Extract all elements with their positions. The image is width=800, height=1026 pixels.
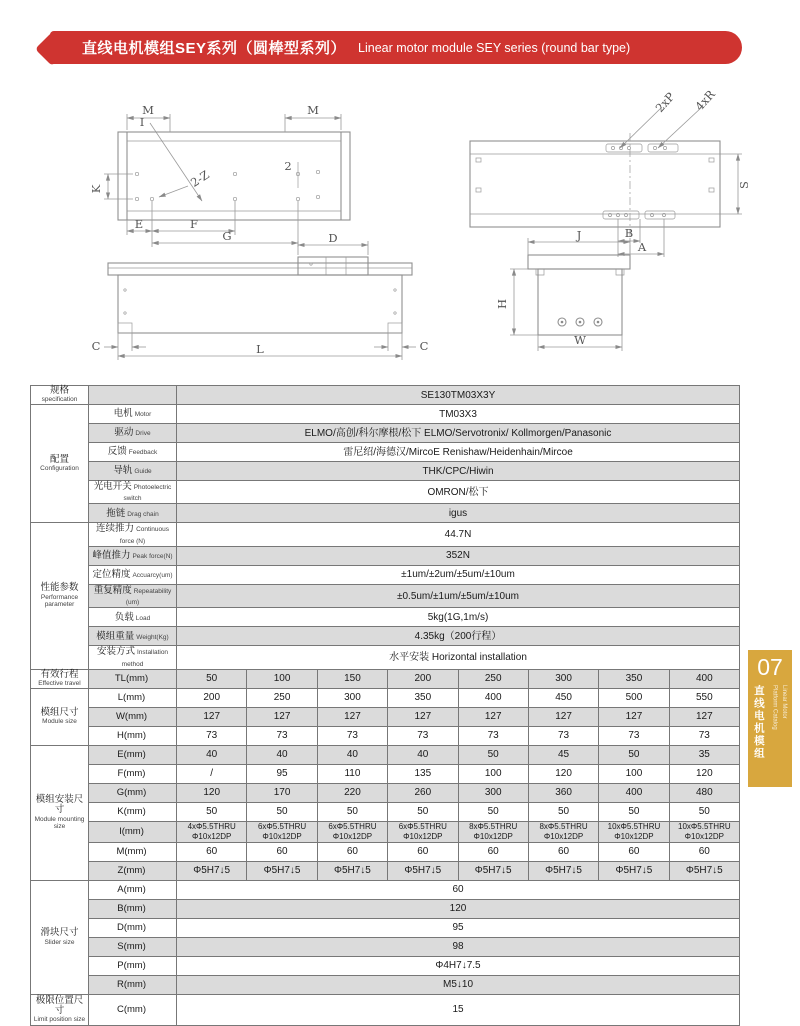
value-cell: 50 — [599, 745, 669, 764]
chapter-number: 07 — [757, 654, 783, 680]
group-label-zh: 滑块尺寸 — [40, 927, 79, 939]
table-row — [31, 608, 740, 627]
value-line: 6xΦ5.5THRU — [398, 821, 447, 831]
value-cell: 450 — [528, 688, 598, 707]
row-label-zh: B(mm) — [117, 903, 146, 915]
value-cell: 40 — [388, 745, 458, 764]
row-label-zh: W(mm) — [115, 711, 148, 723]
value-cell: 352N — [177, 546, 740, 565]
value-cell: Φ5H7↓5 — [669, 861, 739, 880]
table-row — [31, 443, 740, 462]
technical-drawings — [30, 85, 770, 385]
row-group-header — [31, 669, 89, 688]
value-cell: 110 — [317, 764, 387, 783]
row-label-en: Drag chain — [127, 510, 159, 518]
value-line: Φ10x12DP — [403, 831, 443, 841]
row-label-zh: A(mm) — [117, 884, 146, 896]
group-label-zh: 模组尺寸 — [40, 706, 79, 718]
row-label-zh: D(mm) — [116, 922, 146, 934]
value-cell: 127 — [317, 707, 387, 726]
group-label-en: Configuration — [40, 465, 79, 473]
value-cell: 60 — [388, 842, 458, 861]
row-label — [89, 994, 177, 1025]
group-label-en: specification — [41, 396, 78, 404]
dim-label-j: J — [576, 228, 582, 242]
value-cell: 40 — [177, 745, 247, 764]
row-label — [89, 726, 177, 745]
value-cell: 300 — [458, 783, 528, 802]
row-label-zh: 安装方式 — [96, 646, 135, 658]
row-label-zh: M(mm) — [116, 846, 147, 858]
value-cell: 73 — [669, 726, 739, 745]
value-cell: 360 — [528, 783, 598, 802]
row-label-zh: P(mm) — [117, 960, 146, 972]
value-cell: 100 — [247, 669, 317, 688]
dim-label-d: D — [328, 231, 338, 245]
rear-view-drawing — [470, 87, 751, 257]
value-cell: 5kg(1G,1m/s) — [177, 608, 740, 627]
value-cell: 73 — [317, 726, 387, 745]
value-cell: 100 — [599, 764, 669, 783]
row-label-en: Photoelectric switch — [123, 484, 172, 503]
dim-label-b: B — [624, 226, 634, 240]
value-cell: 200 — [177, 688, 247, 707]
value-cell: Φ5H7↓5 — [317, 861, 387, 880]
value-cell: 120 — [528, 764, 598, 783]
table-row — [31, 726, 740, 745]
row-label — [89, 523, 177, 546]
group-label-en: Module mounting size — [34, 815, 85, 831]
group-label-en: Module size — [42, 718, 77, 726]
page-title-en: Linear motor module SEY series (round bar type) — [358, 40, 631, 55]
row-label — [89, 956, 177, 975]
table-row — [31, 745, 740, 764]
value-cell: Φ5H7↓5 — [599, 861, 669, 880]
row-label-zh: 电机 — [113, 408, 133, 420]
row-label — [89, 565, 177, 584]
row-label-en: Peak force(N) — [132, 553, 173, 561]
table-row — [31, 707, 740, 726]
value-line: Φ10x12DP — [543, 831, 584, 841]
row-label — [89, 386, 177, 405]
value-cell: 60 — [247, 842, 317, 861]
value-line: Φ10x12DP — [473, 831, 513, 841]
row-label — [89, 627, 177, 646]
value-line: 8xΦ5.5THRU — [539, 821, 588, 831]
row-label — [89, 842, 177, 861]
value-cell: 50 — [177, 802, 247, 821]
row-label — [89, 443, 177, 462]
row-label-en: Weight(Kg) — [136, 633, 169, 641]
row-label-en: Installation method — [121, 649, 169, 668]
table-row — [31, 405, 740, 424]
row-label — [89, 899, 177, 918]
value-cell: SE130TM03X3Y — [177, 386, 740, 405]
row-label-zh: 导轨 — [113, 465, 133, 477]
value-cell: Φ5H7↓5 — [177, 861, 247, 880]
row-label-en: Continuous force (N) — [119, 526, 169, 545]
value-cell: 60 — [317, 842, 387, 861]
tab-label-en — [769, 685, 788, 730]
row-label — [89, 504, 177, 523]
row-label — [89, 745, 177, 764]
value-cell: 50 — [317, 802, 387, 821]
row-label-en: Accuarcy(um) — [132, 572, 173, 580]
group-label-zh: 有效行程 — [40, 668, 79, 680]
table-row — [31, 504, 740, 523]
value-cell: 220 — [317, 783, 387, 802]
value-line: 10xΦ5.5THRU — [607, 821, 661, 831]
tab-body — [752, 685, 788, 760]
page-title-zh: 直线电机模组SEY系列（圆棒型系列） — [82, 40, 347, 57]
value-cell: 50 — [458, 745, 528, 764]
dim-label-l: L — [256, 342, 264, 356]
value-cell — [177, 821, 247, 842]
row-label — [89, 405, 177, 424]
value-cell: 73 — [599, 726, 669, 745]
value-cell: 127 — [247, 707, 317, 726]
value-cell — [528, 821, 598, 842]
row-label — [89, 669, 177, 688]
value-cell: 480 — [669, 783, 739, 802]
group-label-en: Limit position size — [33, 1016, 86, 1024]
value-cell: 127 — [458, 707, 528, 726]
row-label-en: Motor — [134, 411, 152, 419]
dim-label-e: E — [134, 217, 144, 231]
table-row — [31, 481, 740, 504]
row-label — [89, 688, 177, 707]
row-label-zh: S(mm) — [117, 941, 146, 953]
value-cell: 44.7N — [177, 523, 740, 546]
value-cell: 73 — [528, 726, 598, 745]
value-cell: 45 — [528, 745, 598, 764]
value-cell — [247, 821, 317, 842]
row-label-zh: 光电开关 — [93, 481, 132, 492]
value-cell: 127 — [528, 707, 598, 726]
row-label-zh: 拖链 — [106, 507, 126, 519]
row-label-zh: 峰值推力 — [92, 550, 131, 562]
group-label-en: Effective travel — [38, 680, 81, 688]
value-line: Φ10x12DP — [262, 831, 302, 841]
section-view-drawing — [495, 228, 630, 351]
table-row — [31, 802, 740, 821]
catalog-side-tab — [748, 650, 792, 787]
value-cell: 100 — [458, 764, 528, 783]
table-row — [31, 669, 740, 688]
value-cell: 250 — [247, 688, 317, 707]
group-label-zh: 配置 — [49, 453, 69, 465]
value-cell: 50 — [388, 802, 458, 821]
row-group-header — [31, 688, 89, 745]
value-cell: 50 — [599, 802, 669, 821]
value-cell: 95 — [247, 764, 317, 783]
row-label-zh: TL(mm) — [114, 673, 149, 685]
value-cell: 60 — [599, 842, 669, 861]
value-cell: igus — [177, 504, 740, 523]
value-cell: / — [177, 764, 247, 783]
dim-label-h: H — [495, 298, 509, 310]
row-label-zh: R(mm) — [116, 979, 146, 991]
value-cell: 73 — [247, 726, 317, 745]
tab-label-zh: 直线电机模组 — [752, 685, 765, 760]
group-label-en: Performance parameter — [40, 593, 79, 609]
table-row — [31, 994, 740, 1025]
leader-label-i: I — [139, 115, 145, 129]
row-group-header — [31, 880, 89, 994]
value-line: 6xΦ5.5THRU — [328, 821, 377, 831]
value-cell — [317, 821, 387, 842]
value-cell: 260 — [388, 783, 458, 802]
table-row — [31, 899, 740, 918]
value-cell: 135 — [388, 764, 458, 783]
table-row — [31, 937, 740, 956]
table-row — [31, 546, 740, 565]
table-row — [31, 918, 740, 937]
row-label-zh: E(mm) — [117, 749, 146, 761]
value-cell: 500 — [599, 688, 669, 707]
row-label-zh: 重复精度 — [93, 584, 132, 596]
value-cell: 73 — [388, 726, 458, 745]
row-label-zh: G(mm) — [116, 787, 147, 799]
value-cell: 95 — [177, 918, 740, 937]
table-row — [31, 386, 740, 405]
table-row — [31, 584, 740, 607]
row-group-header — [31, 405, 89, 523]
value-cell: 40 — [317, 745, 387, 764]
value-line: Φ10x12DP — [614, 831, 654, 841]
value-cell: 400 — [669, 669, 739, 688]
plan-view-drawing — [89, 103, 350, 247]
side-view-drawing — [92, 231, 429, 360]
dim-label-g: G — [222, 229, 232, 243]
group-label-zh: 模组安装尺寸 — [35, 793, 84, 816]
table-row — [31, 646, 740, 669]
row-label — [89, 802, 177, 821]
row-label — [89, 918, 177, 937]
row-label-zh: K(mm) — [117, 806, 146, 818]
table-row — [31, 880, 740, 899]
table-row — [31, 975, 740, 994]
value-line: 4xΦ5.5THRU — [187, 821, 236, 831]
dim-label-k: K — [89, 184, 103, 194]
value-line: Φ10x12DP — [192, 831, 232, 841]
value-cell: 40 — [247, 745, 317, 764]
value-cell: 35 — [669, 745, 739, 764]
table-row — [31, 764, 740, 783]
table-row — [31, 783, 740, 802]
value-cell: 60 — [177, 842, 247, 861]
value-cell: 73 — [458, 726, 528, 745]
table-row — [31, 462, 740, 481]
group-label-zh: 极限位置尺寸 — [35, 994, 84, 1017]
page-header — [36, 31, 742, 66]
row-label-en: Guide — [134, 468, 152, 476]
value-cell — [669, 821, 739, 842]
value-cell: Φ5H7↓5 — [247, 861, 317, 880]
value-cell: 200 — [388, 669, 458, 688]
row-label — [89, 707, 177, 726]
row-label — [89, 937, 177, 956]
row-label-zh: 反馈 — [107, 446, 127, 458]
value-cell — [599, 821, 669, 842]
row-group-header — [31, 386, 89, 405]
leader-label-2xp: 2xP — [652, 89, 678, 116]
row-label — [89, 861, 177, 880]
value-line: Φ10x12DP — [684, 831, 724, 841]
group-label-zh: 性能参数 — [40, 582, 79, 594]
row-label-zh: 驱动 — [114, 427, 134, 439]
row-label-zh: I(mm) — [119, 826, 144, 838]
row-label-zh: 模组重量 — [96, 630, 135, 642]
row-label-en: Drive — [135, 430, 151, 438]
value-cell: 73 — [177, 726, 247, 745]
table-row — [31, 956, 740, 975]
value-cell: 400 — [458, 688, 528, 707]
value-cell: 雷尼绍/海德汉/MircoE Renishaw/Heidenhain/Mircoe — [177, 443, 740, 462]
value-cell: 50 — [247, 802, 317, 821]
value-cell: 60 — [669, 842, 739, 861]
dim-label-f: F — [190, 217, 198, 231]
dim-label-m-left: M — [142, 103, 154, 117]
value-cell: 120 — [669, 764, 739, 783]
value-cell: ELMO/高创/科尔摩根/松下 ELMO/Servotronix/ Kollmorgen/Panasonic — [177, 424, 740, 443]
value-cell: THK/CPC/Hiwin — [177, 462, 740, 481]
value-cell: 50 — [458, 802, 528, 821]
row-label — [89, 764, 177, 783]
group-label-en: Slider size — [44, 938, 75, 946]
value-cell: 550 — [669, 688, 739, 707]
row-label — [89, 821, 177, 842]
value-cell: Φ5H7↓5 — [388, 861, 458, 880]
value-cell: 250 — [458, 669, 528, 688]
row-label — [89, 424, 177, 443]
dim-label-s: S — [737, 181, 751, 189]
value-cell: M5↓10 — [177, 975, 740, 994]
tab-label-en-line2: Platform Catalog — [771, 685, 778, 730]
value-cell: ±0.5um/±1um/±5um/±10um — [177, 584, 740, 607]
row-label — [89, 646, 177, 669]
value-cell: 127 — [599, 707, 669, 726]
value-cell — [388, 821, 458, 842]
dim-label-w: W — [574, 333, 586, 347]
value-cell: 127 — [669, 707, 739, 726]
leader-label-2z: 2-Z — [187, 167, 212, 190]
row-label-zh: F(mm) — [117, 768, 146, 780]
value-cell: 400 — [599, 783, 669, 802]
value-cell: ±1um/±2um/±5um/±10um — [177, 565, 740, 584]
value-cell: 水平安装 Horizontal installation — [177, 646, 740, 669]
title-banner — [50, 31, 742, 64]
table-row — [31, 627, 740, 646]
value-cell: 98 — [177, 937, 740, 956]
row-label-en: Load — [135, 614, 151, 622]
row-group-header — [31, 523, 89, 669]
row-label-en: Feedback — [128, 449, 158, 457]
value-cell: 300 — [317, 688, 387, 707]
value-cell: 350 — [599, 669, 669, 688]
row-label-zh: L(mm) — [117, 692, 146, 704]
value-cell: 50 — [177, 669, 247, 688]
table-row — [31, 424, 740, 443]
value-cell: OMRON/松下 — [177, 481, 740, 504]
label-2: 2 — [284, 159, 292, 173]
row-label — [89, 481, 177, 504]
row-label-en: Repeatability (um) — [125, 587, 172, 607]
value-cell: 170 — [247, 783, 317, 802]
spec-table — [30, 385, 740, 1026]
dim-label-a: A — [637, 240, 647, 254]
group-label-zh: 规格 — [49, 385, 69, 397]
row-label — [89, 783, 177, 802]
dim-label-c-left: C — [91, 339, 101, 353]
dim-label-m-right: M — [307, 103, 319, 117]
row-label-zh: 定位精度 — [92, 569, 131, 581]
tab-label-en-line1: Linear Motor — [781, 685, 788, 719]
row-label-zh: 连续推力 — [96, 523, 135, 535]
table-row — [31, 861, 740, 880]
spec-table-body — [31, 386, 740, 1026]
value-cell: 127 — [177, 707, 247, 726]
row-label — [89, 975, 177, 994]
row-label-zh: Z(mm) — [117, 865, 146, 877]
value-cell: 120 — [177, 783, 247, 802]
row-label — [89, 608, 177, 627]
row-label — [89, 584, 177, 607]
table-row — [31, 565, 740, 584]
value-cell: 60 — [177, 880, 740, 899]
row-label-zh: H(mm) — [116, 730, 146, 742]
value-cell: Φ5H7↓5 — [458, 861, 528, 880]
row-label — [89, 880, 177, 899]
value-cell: 60 — [458, 842, 528, 861]
row-label-zh: 负载 — [114, 611, 134, 623]
value-cell: 150 — [317, 669, 387, 688]
leader-label-4xr: 4xR — [692, 87, 718, 114]
value-cell: 50 — [669, 802, 739, 821]
table-row — [31, 688, 740, 707]
value-cell: Φ4H7↓7.5 — [177, 956, 740, 975]
value-line: 6xΦ5.5THRU — [257, 821, 307, 831]
value-cell: 50 — [528, 802, 598, 821]
value-cell: 350 — [388, 688, 458, 707]
value-cell: TM03X3 — [177, 405, 740, 424]
row-label — [89, 462, 177, 481]
table-row — [31, 821, 740, 842]
table-row — [31, 842, 740, 861]
value-cell: 60 — [528, 842, 598, 861]
value-cell: 300 — [528, 669, 598, 688]
value-cell — [458, 821, 528, 842]
value-cell: 4.35kg（200行程） — [177, 627, 740, 646]
value-cell: Φ5H7↓5 — [528, 861, 598, 880]
value-cell: 15 — [177, 994, 740, 1025]
dim-label-c-right: C — [419, 339, 429, 353]
value-cell: 127 — [388, 707, 458, 726]
row-label-zh: C(mm) — [116, 1004, 146, 1016]
row-group-header — [31, 745, 89, 880]
value-cell: 120 — [177, 899, 740, 918]
row-label — [89, 546, 177, 565]
row-group-header — [31, 994, 89, 1025]
table-row — [31, 523, 740, 546]
value-line: 8xΦ5.5THRU — [469, 821, 518, 831]
value-line: Φ10x12DP — [332, 831, 373, 841]
value-line: 10xΦ5.5THRU — [678, 821, 731, 831]
